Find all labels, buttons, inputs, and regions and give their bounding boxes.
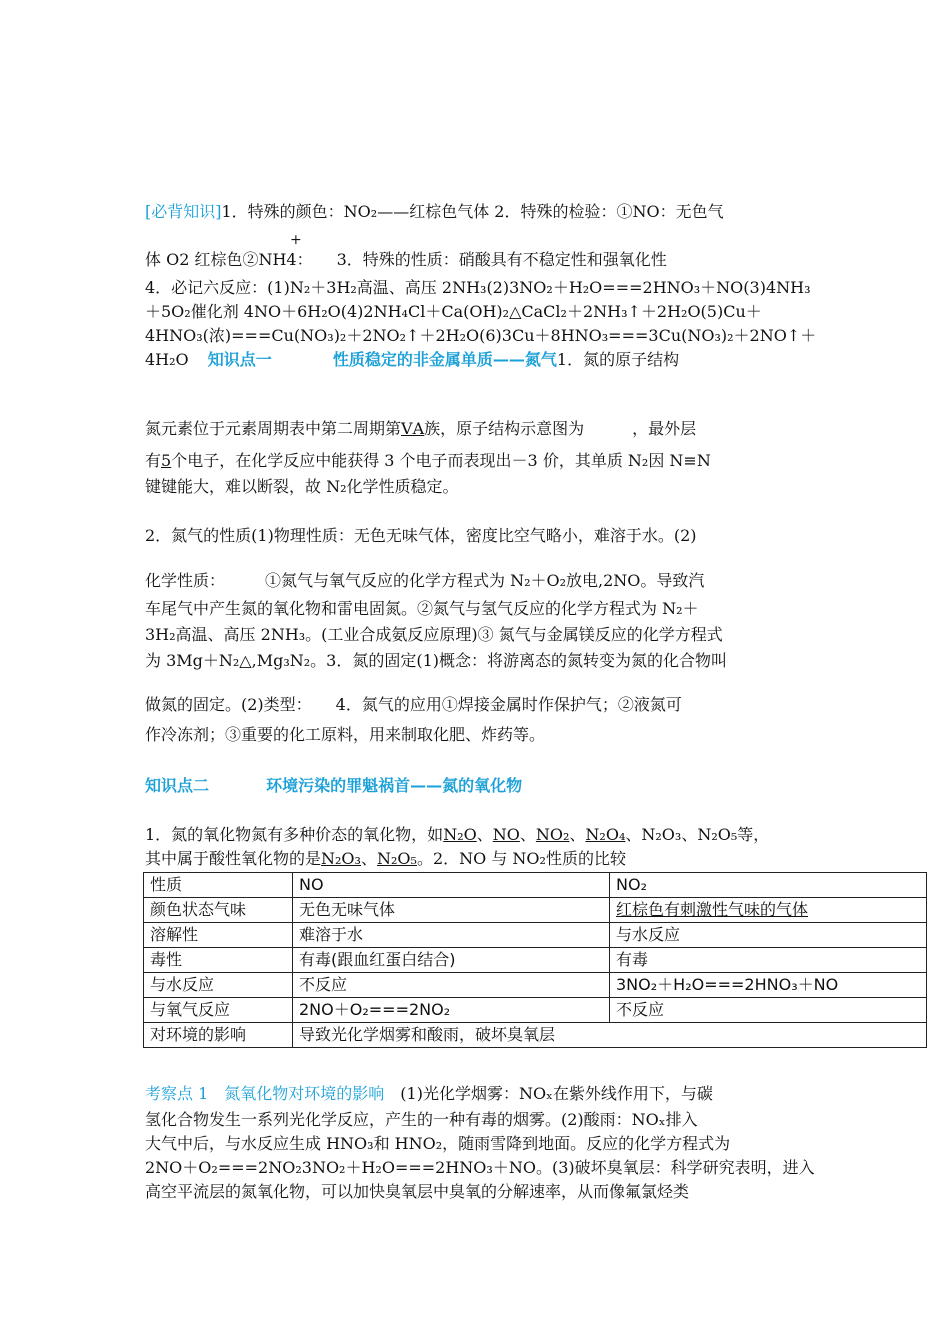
equation-tail: 4H₂O: [145, 350, 189, 369]
exam-point-line-3: 大气中后，与水反应生成 HNO₃和 HNO₂，随雨雪降到地面。反应的化学方程式为: [145, 1134, 731, 1153]
text-segment: 族，原子结构示意图为 ，最外层: [424, 419, 697, 438]
table-cell: 毒性: [144, 948, 293, 973]
table-cell: 无色无味气体: [293, 898, 610, 923]
n2-properties-line-4: 3H₂高温、高压 2NH₃。(工业合成氨反应原理)③ 氮气与金属镁反应的化学方程式: [145, 625, 723, 644]
separator: 、: [476, 825, 493, 844]
exam-point-label: 考察点 1 氮氧化物对环境的影响: [145, 1084, 385, 1103]
table-cell: 颜色状态气味: [144, 898, 293, 923]
table-cell: 导致光化学烟雾和酸雨，破坏臭氧层: [293, 1023, 927, 1048]
must-know-text: 1．特殊的颜色：NO₂——红棕色气体 2．特殊的检验：①NO：无色气: [221, 202, 724, 221]
table-row: [144, 948, 927, 973]
must-know-tag: [必背知识]: [145, 202, 222, 221]
table-cell: 与水反应: [144, 973, 293, 998]
must-know-line-3: 4．必记六反应：(1)N₂＋3H₂高温、高压 2NH₃(2)3NO₂＋H₂O===2HNO₃＋NO(3)4NH₃: [145, 278, 811, 297]
text-segment: (1)光化学烟雾：NOₓ在紫外线作用下，与碳: [384, 1084, 713, 1103]
underlined-answer: 红棕色有刺激性气味的气体: [616, 900, 809, 919]
oxides-line-2: [145, 848, 626, 870]
n2-paragraph-line-3: 键键能大，难以断裂，故 N₂化学性质稳定。: [145, 477, 459, 496]
atomic-structure-heading: 1．氮的原子结构: [556, 350, 680, 369]
acid-oxide-answer: N₂O₃: [321, 849, 361, 868]
table-row: [144, 898, 927, 923]
table-cell: 不反应: [610, 998, 927, 1023]
electron-count-answer: 5: [161, 451, 172, 470]
table-cell: 与氧气反应: [144, 998, 293, 1023]
table-cell: 2NO＋O₂===2NO₂: [293, 998, 610, 1023]
table-header-cell: NO: [293, 873, 610, 898]
n2-properties-line-7: 作冷冻剂；③重要的化工原料，用来制取化肥、炸药等。: [145, 725, 546, 744]
knowledge-point-1-title: 性质稳定的非金属单质——氮气: [332, 350, 557, 369]
must-know-line-6: [145, 349, 679, 371]
knowledge-point-2-title: 环境污染的罪魁祸首——氮的氧化物: [266, 776, 523, 795]
oxide-answer: N₂O₄: [585, 825, 626, 844]
oxides-line-1: [145, 824, 769, 846]
exam-point-line-2: 氢化合物发生一系列光化学反应，产生的一种有毒的烟雾。(2)酸雨：NOₓ排入: [145, 1110, 698, 1129]
table-row: [144, 923, 927, 948]
exam-point-line-5: 高空平流层的氮氧化物，可以加快臭氧层中臭氧的分解速率，从而像氟氯烃类: [145, 1182, 690, 1201]
table-cell: 对环境的影响: [144, 1023, 293, 1048]
table-cell: 3NO₂＋H₂O===2HNO₃＋NO: [610, 973, 927, 998]
exam-point-line-1: [145, 1083, 713, 1105]
knowledge-point-2-label: 知识点二: [145, 776, 210, 795]
table-header-cell: 性质: [144, 873, 293, 898]
table-cell: 有毒: [610, 948, 927, 973]
n2-properties-line-2: 化学性质： ①氮气与氧气反应的化学方程式为 N₂＋O₂放电,2NO。导致汽: [145, 571, 705, 590]
oxide-answer: N₂O: [443, 825, 477, 844]
separator: 、: [569, 825, 586, 844]
table-header-cell: NO₂: [610, 873, 927, 898]
table-cell: 不反应: [293, 973, 610, 998]
must-know-line-1: [145, 201, 724, 223]
knowledge-point-2-heading: [145, 775, 522, 797]
table-row: [144, 1023, 927, 1048]
oxide-answer: NO: [492, 825, 520, 844]
table-header-row: [144, 873, 927, 898]
text-segment: 个电子，在化学反应中能获得 3 个电子而表现出－3 价，其单质 N₂因 N≡N: [171, 451, 711, 470]
table-cell: 难溶于水: [293, 923, 610, 948]
n2-paragraph-line-2: [145, 450, 711, 472]
acid-oxide-answer: N₂O₅: [376, 849, 417, 868]
n2-paragraph-line-1: [145, 418, 696, 440]
oxide-answer: NO₂: [535, 825, 570, 844]
knowledge-point-1-label: 知识点一: [207, 350, 272, 369]
text-segment: 1．氮的氧化物氮有多种价态的氧化物，如: [145, 825, 444, 844]
separator: 、: [519, 825, 536, 844]
must-know-line-4: ＋5O₂催化剂 4NO＋6H₂O(4)2NH₄Cl＋Ca(OH)₂△CaCl₂＋2NH₃↑＋2H₂O(5)Cu＋: [145, 302, 762, 321]
exam-point-line-4: 2NO＋O₂===2NO₂3NO₂＋H₂O===2HNO₃＋NO。(3)破坏臭氧层：科学研究表明，进入: [145, 1158, 815, 1177]
separator: 、: [360, 849, 377, 868]
table-cell: [610, 898, 927, 923]
text-segment: 有: [145, 451, 162, 470]
text-segment: 氮元素位于元素周期表中第二周期第: [145, 419, 402, 438]
text-segment: 。2．NO 与 NO₂性质的比较: [416, 849, 626, 868]
must-know-line-2: 体 O2 红棕色②NH4： 3．特殊的性质：硝酸具有不稳定性和强氧化性: [145, 250, 667, 269]
n2-properties-line-3: 车尾气中产生氮的氧化物和雷电固氮。②氮气与氢气反应的化学方程式为 N₂＋: [145, 599, 699, 618]
text-segment: 其中属于酸性氧化物的是: [145, 849, 322, 868]
must-know-line-5: 4HNO₃(浓)===Cu(NO₃)₂＋2NO₂↑＋2H₂O(6)3Cu＋8HNO₃===3Cu(NO₃)₂＋2NO↑＋: [145, 326, 817, 345]
table-cell: 溶解性: [144, 923, 293, 948]
text-segment: 、N₂O₃、N₂O₅等，: [625, 825, 770, 844]
charge-plus-mark: +: [290, 232, 302, 248]
n2-properties-line-1: 2．氮气的性质(1)物理性质：无色无味气体，密度比空气略小，难溶于水。(2): [145, 526, 697, 545]
group-answer: ⅤA: [401, 419, 425, 438]
table-row: [144, 998, 927, 1023]
n2-properties-line-6: 做氮的固定。(2)类型： 4．氮气的应用①焊接金属时作保护气；②液氮可: [145, 695, 682, 714]
n2-properties-line-5: 为 3Mg＋N₂△,Mg₃N₂。3．氮的固定(1)概念：将游离态的氮转变为氮的化合物叫: [145, 651, 727, 670]
table-cell: 与水反应: [610, 923, 927, 948]
no-no2-comparison-table: [143, 872, 927, 1048]
table-cell: 有毒(跟血红蛋白结合): [293, 948, 610, 973]
table-row: [144, 973, 927, 998]
